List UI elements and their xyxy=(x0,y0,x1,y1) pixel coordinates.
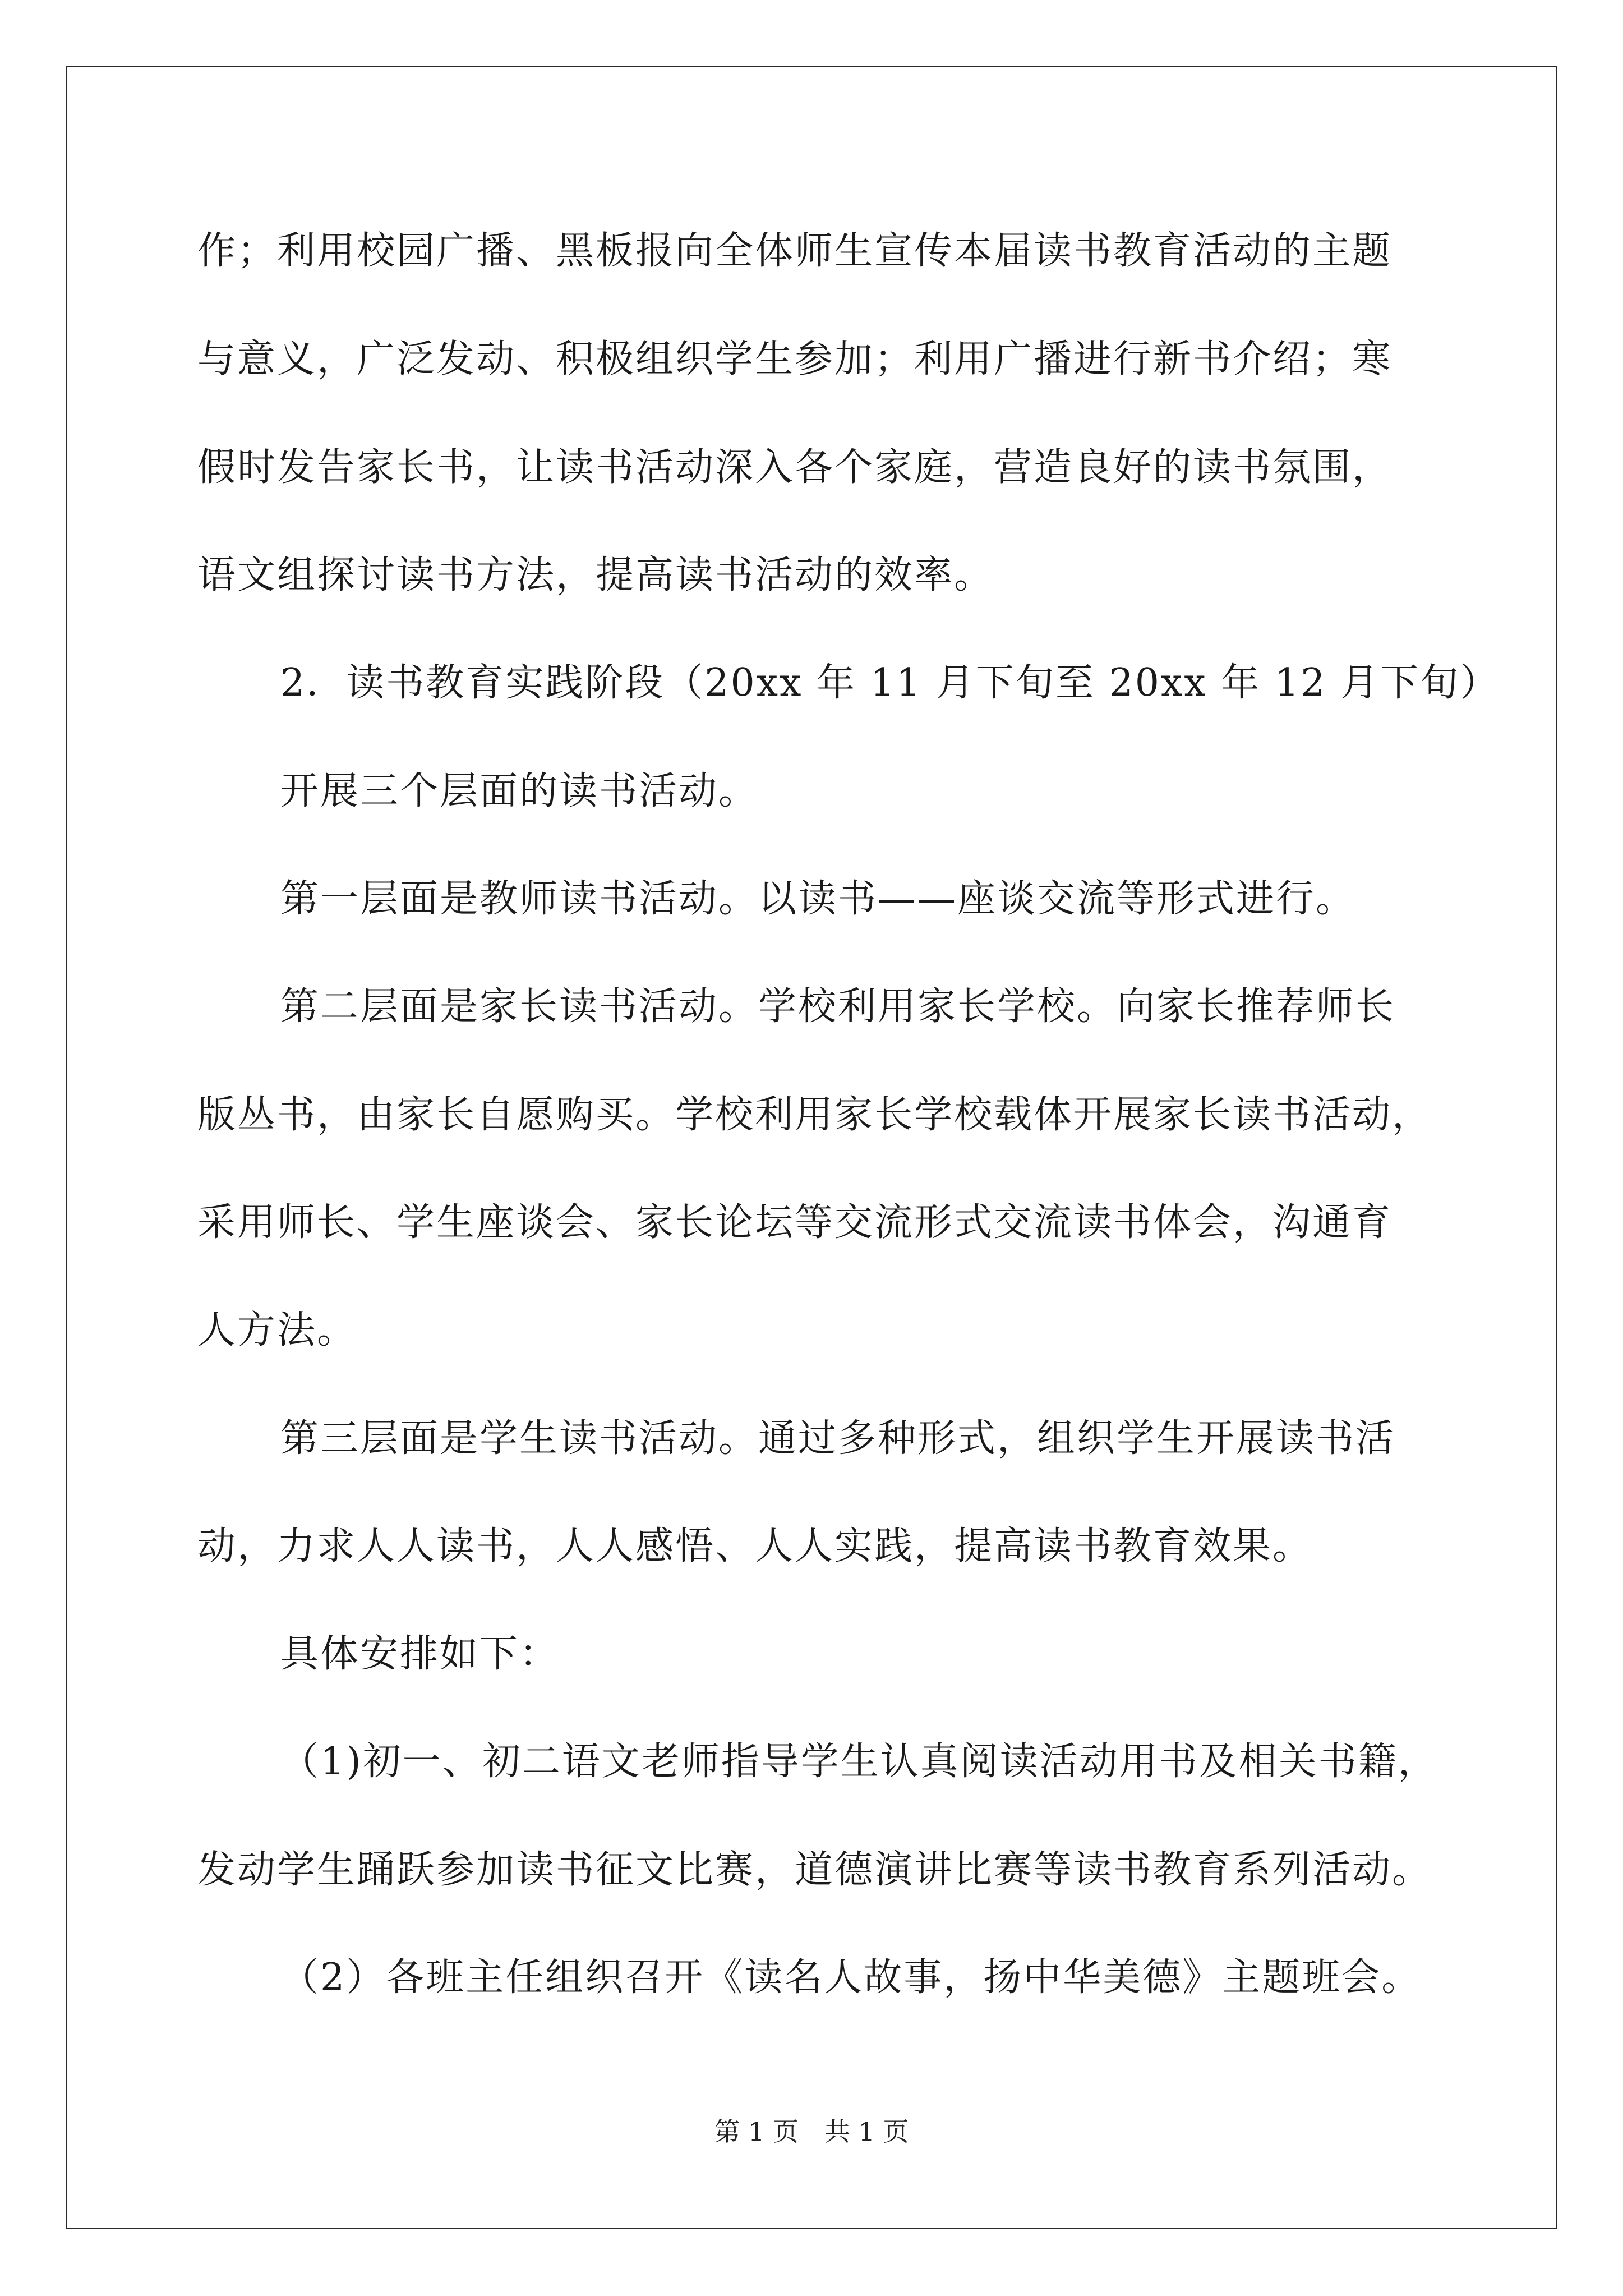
paragraph-line: 与意义，广泛发动、积极组织学生参加；利用广播进行新书介绍；寒 xyxy=(197,337,1393,381)
paragraph-line: （2）各班主任组织召开《读名人故事，扬中华美德》主题班会。 xyxy=(280,1955,1422,2000)
paragraph-line: 版丛书，由家长自愿购买。学校利用家长学校载体开展家长读书活动， xyxy=(197,1093,1432,1137)
paragraph-line: 第一层面是教师读书活动。以读书——座谈交流等形式进行。 xyxy=(280,877,1356,921)
paragraph-line: 人方法。 xyxy=(197,1308,357,1352)
paragraph-line: 假时发告家长书，让读书活动深入各个家庭，营造良好的读书氛围， xyxy=(197,445,1393,490)
paragraph-line: 采用师长、学生座谈会、家长论坛等交流形式交流读书体会，沟通育 xyxy=(197,1200,1393,1245)
paragraph-line: 第二层面是家长读书活动。学校利用家长学校。向家长推荐师长 xyxy=(280,984,1396,1029)
paragraph-line: 发动学生踊跃参加读书征文比赛，道德演讲比赛等读书教育系列活动。 xyxy=(197,1848,1432,1892)
paragraph-line: 开展三个层面的读书活动。 xyxy=(280,769,759,813)
paragraph-line: 作；利用校园广播、黑板报向全体师生宣传本届读书教育活动的主题 xyxy=(197,229,1393,273)
paragraph-line: 第三层面是学生读书活动。通过多种形式，组织学生开展读书活 xyxy=(280,1416,1396,1461)
paragraph-line: 语文组探讨读书方法，提高读书活动的效率。 xyxy=(197,553,994,597)
paragraph-line: 具体安排如下： xyxy=(280,1632,560,1676)
paragraph-line: 2．读书教育实践阶段（20xx 年 11 月下旬至 20xx 年 12 月下旬） xyxy=(280,661,1500,705)
page-border xyxy=(66,66,1557,2229)
page-footer: 第 1 页 共 1 页 xyxy=(714,2116,909,2147)
paragraph-line: （1)初一、初二语文老师指导学生认真阅读活动用书及相关书籍， xyxy=(280,1740,1438,1784)
paragraph-line: 动，力求人人读书，人人感悟、人人实践，提高读书教育效果。 xyxy=(197,1524,1313,1568)
